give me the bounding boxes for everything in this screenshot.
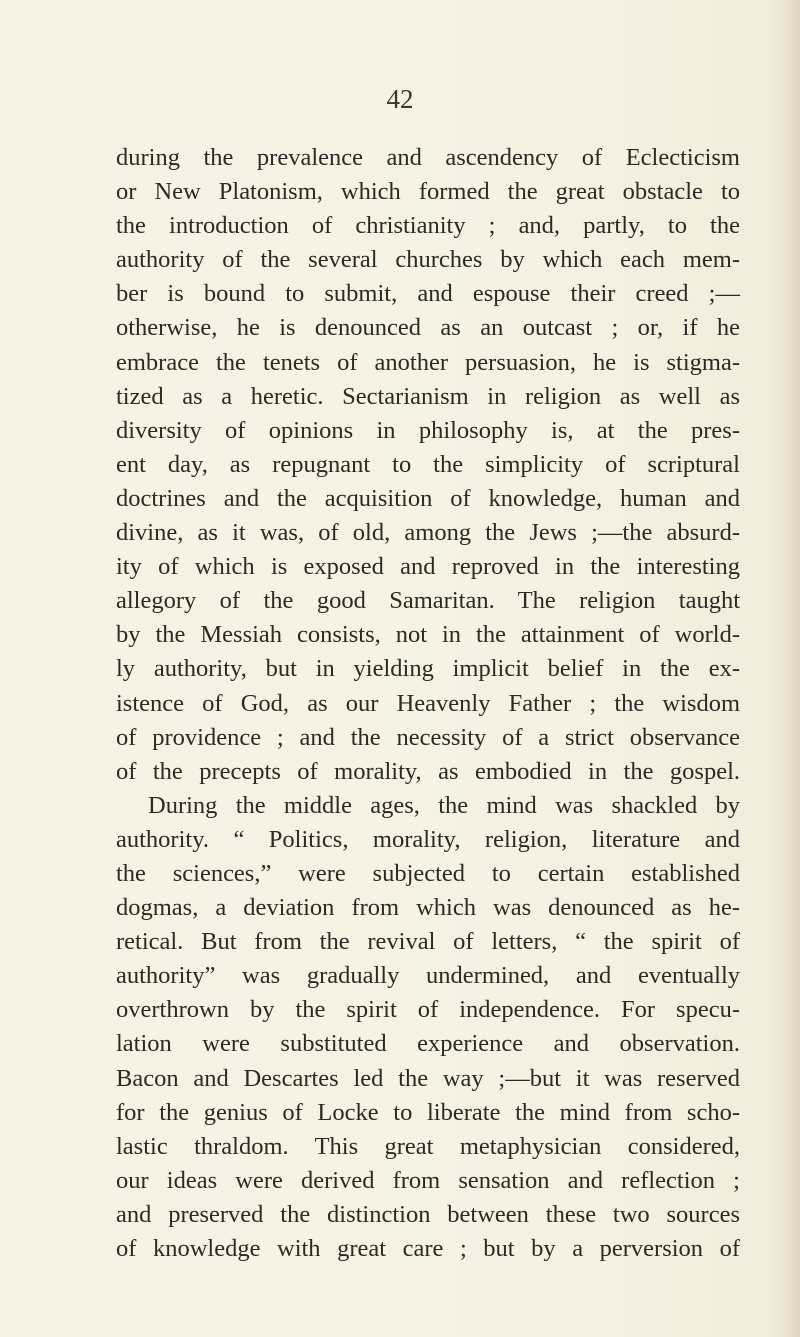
text-line: allegory of the good Samaritan. The religion taught [116,587,740,615]
text-line: of providence ; and the necessity of a strict observance [116,723,740,751]
text-line: authority” was gradually undermined, and eventually [116,962,740,990]
text-line: diversity of opinions in philosophy is, at the pres- [116,416,740,444]
text-line: ity of which is exposed and reproved in the interesting [116,553,740,581]
text-line: our ideas were derived from sensation and reflection ; [116,1166,740,1194]
text-line: for the genius of Locke to liberate the mind from scho- [116,1098,740,1126]
text-line: or New Platonism, which formed the great obstacle to [116,178,740,206]
text-line: of the precepts of morality, as embodied in the gospel. [116,757,740,785]
text-line: otherwise, he is denounced as an outcast ; or, if he [116,314,740,342]
text-line: istence of God, as our Heavenly Father ; the wisdom [116,689,740,717]
text-line: by the Messiah consists, not in the attainment of world- [116,621,740,649]
text-line: Bacon and Descartes led the way ;—but it was reserved [116,1064,740,1092]
text-line: overthrown by the spirit of independence. For specu- [116,996,740,1024]
page-number: 42 [386,84,414,114]
text-line: dogmas, a deviation from which was denounced as he- [116,894,740,922]
text-line: ent day, as repugnant to the simplicity of scriptural [116,450,740,478]
text-line: ber is bound to submit, and espouse their creed ;— [116,280,740,308]
page-edge-shadow [782,0,800,1337]
text-line: and preserved the distinction between these two sources [116,1200,740,1228]
page-body-text [116,141,740,1266]
text-line: the sciences,” were subjected to certain established [116,859,740,887]
text-line: the introduction of christianity ; and, partly, to the [116,212,740,240]
text-line: lation were substituted experience and observation. [116,1030,740,1058]
text-line: tized as a heretic. Sectarianism in religion as well as [116,382,740,410]
text-line: embrace the tenets of another persuasion, he is stigma- [116,348,740,376]
text-line-paragraph-start: During the middle ages, the mind was shackled by [148,791,740,819]
text-line: lastic thraldom. This great metaphysician considered, [116,1132,740,1160]
text-line: during the prevalence and ascendency of Eclecticism [116,144,740,171]
text-line: ly authority, but in yielding implicit belief in the ex- [116,655,740,683]
text-line: doctrines and the acquisition of knowledge, human and [116,484,740,512]
text-line: divine, as it was, of old, among the Jews ;—the absurd- [116,519,740,547]
text-line: retical. But from the revival of letters, “ the spirit of [116,928,740,956]
text-line: of knowledge with great care ; but by a perversion of [116,1235,740,1262]
text-line: authority of the several churches by which each mem- [116,246,740,274]
text-line: authority. “ Politics, morality, religion, literature and [116,825,740,853]
